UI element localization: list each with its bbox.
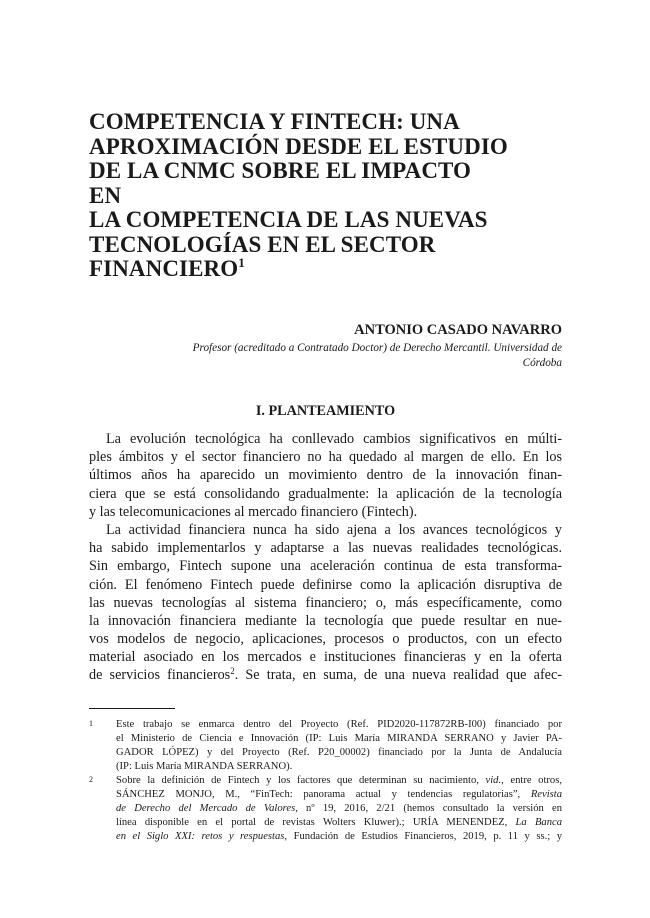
text-line bbox=[89, 666, 562, 684]
footnotes bbox=[89, 718, 562, 844]
text-line: ciera que se está consolidando gradualmente: la aplicación de la tecnología bbox=[89, 485, 562, 502]
footnote-line bbox=[116, 816, 562, 830]
text-line: vos modelos de negocio, aplicaciones, procesos o productos, con un efecto bbox=[89, 631, 562, 648]
footnote-line bbox=[116, 802, 562, 816]
footnote-ref-1[interactable]: 1 bbox=[238, 255, 245, 270]
footnote-2 bbox=[89, 774, 562, 844]
text-fragment: . Se trata, en suma, de una nueva realidad que afec- bbox=[234, 667, 562, 684]
text-line: ples ámbitos y el sector financiero no ha quedado al margen de ello. En los bbox=[89, 449, 562, 466]
footnote-number: 1 bbox=[89, 719, 93, 728]
title-line: DE LA CNMC SOBRE EL IMPACTO EN bbox=[89, 158, 472, 208]
text-fragment: de servicios financieros bbox=[89, 667, 231, 684]
text-line: La evolución tecnológica ha conllevado cambios significativos en múlti- bbox=[106, 431, 562, 447]
text-fragment: en el Siglo XXI: retos y respuestas bbox=[116, 831, 285, 842]
text-fragment: , entre otros, bbox=[501, 775, 562, 786]
author-name: ANTONIO CASADO NAVARRO bbox=[354, 322, 562, 338]
text-line: material asociado en los mercados e instituciones financieras y en la oferta bbox=[89, 649, 562, 666]
text-line: y las telecomunicaciones al mercado financiero (Fintech). bbox=[89, 503, 418, 520]
affiliation-line: Profesor (acreditado a Contratado Doctor) de Derecho Mercantil. Universidad de bbox=[192, 342, 562, 354]
text-line: ha sabido implementarlos y adaptarse a las nuevas realidades tecnológicas. bbox=[89, 540, 562, 557]
footnote-ref-2[interactable]: 2 bbox=[230, 666, 235, 677]
body-text bbox=[89, 430, 562, 685]
title-line: COMPETENCIA Y FINTECH: UNA bbox=[89, 109, 460, 134]
footnote-text bbox=[116, 718, 562, 774]
article-title bbox=[89, 110, 509, 282]
footnote-line: (IP: Luis María MIRANDA SERRANO). bbox=[116, 761, 293, 772]
title-line: LA COMPETENCIA DE LAS NUEVAS bbox=[89, 207, 488, 232]
footnote-line: GADOR LÓPEZ) y del Proyecto (Ref. P20_00002) financiado por la Junta de Andalucía bbox=[116, 747, 562, 758]
footnote-line bbox=[116, 830, 562, 844]
text-fragment: de Derecho del Mercado de Valores bbox=[116, 803, 296, 814]
paragraph-2 bbox=[89, 521, 562, 685]
author-affiliation bbox=[110, 341, 562, 371]
text-fragment: vid. bbox=[485, 775, 502, 786]
text-fragment: La Banca bbox=[515, 817, 563, 828]
footnote-separator bbox=[89, 708, 175, 709]
text-line: las nuevas tecnologías al sistema financiero; o, más específicamente, como bbox=[89, 594, 562, 611]
text-line: ción. El fenómeno Fintech puede definirse como la aplicación disruptiva de bbox=[89, 576, 562, 593]
footnote-line: el Ministerio de Ciencia e Innovación (IP: Luis María MIRANDA SERRANO y Javier PA- bbox=[116, 733, 562, 744]
footnote-line bbox=[116, 774, 562, 788]
footnote-text bbox=[116, 774, 562, 844]
text-line: últimos años ha aparecido un movimiento dentro de la innovación finan- bbox=[89, 467, 562, 484]
text-fragment: , nº 19, 2016, 2/21 (hemos consultado la versión en bbox=[295, 803, 562, 814]
text-line: la innovación financiera mediante la tecnología que puede resultar en nue- bbox=[89, 612, 562, 629]
section-heading: I. PLANTEAMIENTO bbox=[255, 403, 396, 419]
footnote-line bbox=[116, 788, 562, 802]
text-fragment: línea disponible en el portal de revistas Wolters Kluwer).; URÍA MENENDEZ, bbox=[116, 817, 516, 828]
footnote-line: Este trabajo se enmarca dentro del Proyecto (Ref. PID2020-117872RB-I00) financiado por bbox=[116, 719, 562, 730]
text-line: Sin embargo, Fintech supone una aceleración continua de esta transforma- bbox=[89, 558, 562, 575]
text-fragment: Revista bbox=[530, 789, 562, 800]
affiliation-line: Córdoba bbox=[522, 357, 562, 369]
title-line: APROXIMACIÓN DESDE EL ESTUDIO bbox=[89, 133, 508, 159]
paragraph-1 bbox=[89, 430, 562, 521]
footnote-1 bbox=[89, 718, 562, 774]
footnote-number: 2 bbox=[89, 775, 93, 784]
text-fragment: , Fundación de Estudios Financieros, 2019, p. 11 y ss.; y bbox=[284, 831, 562, 842]
text-fragment: Sobre la definición de Fintech y los factores que determinan su nacimiento, bbox=[116, 775, 486, 786]
text-line: La actividad financiera nunca ha sido ajena a los avances tecnológicos y bbox=[106, 521, 562, 538]
title-line: FINANCIERO bbox=[89, 256, 239, 281]
title-line: TECNOLOGÍAS EN EL SECTOR bbox=[89, 231, 436, 257]
text-fragment: SÁNCHEZ MONJO, M., “FinTech: panorama actual y tendencias regulatorias”, bbox=[116, 789, 531, 800]
